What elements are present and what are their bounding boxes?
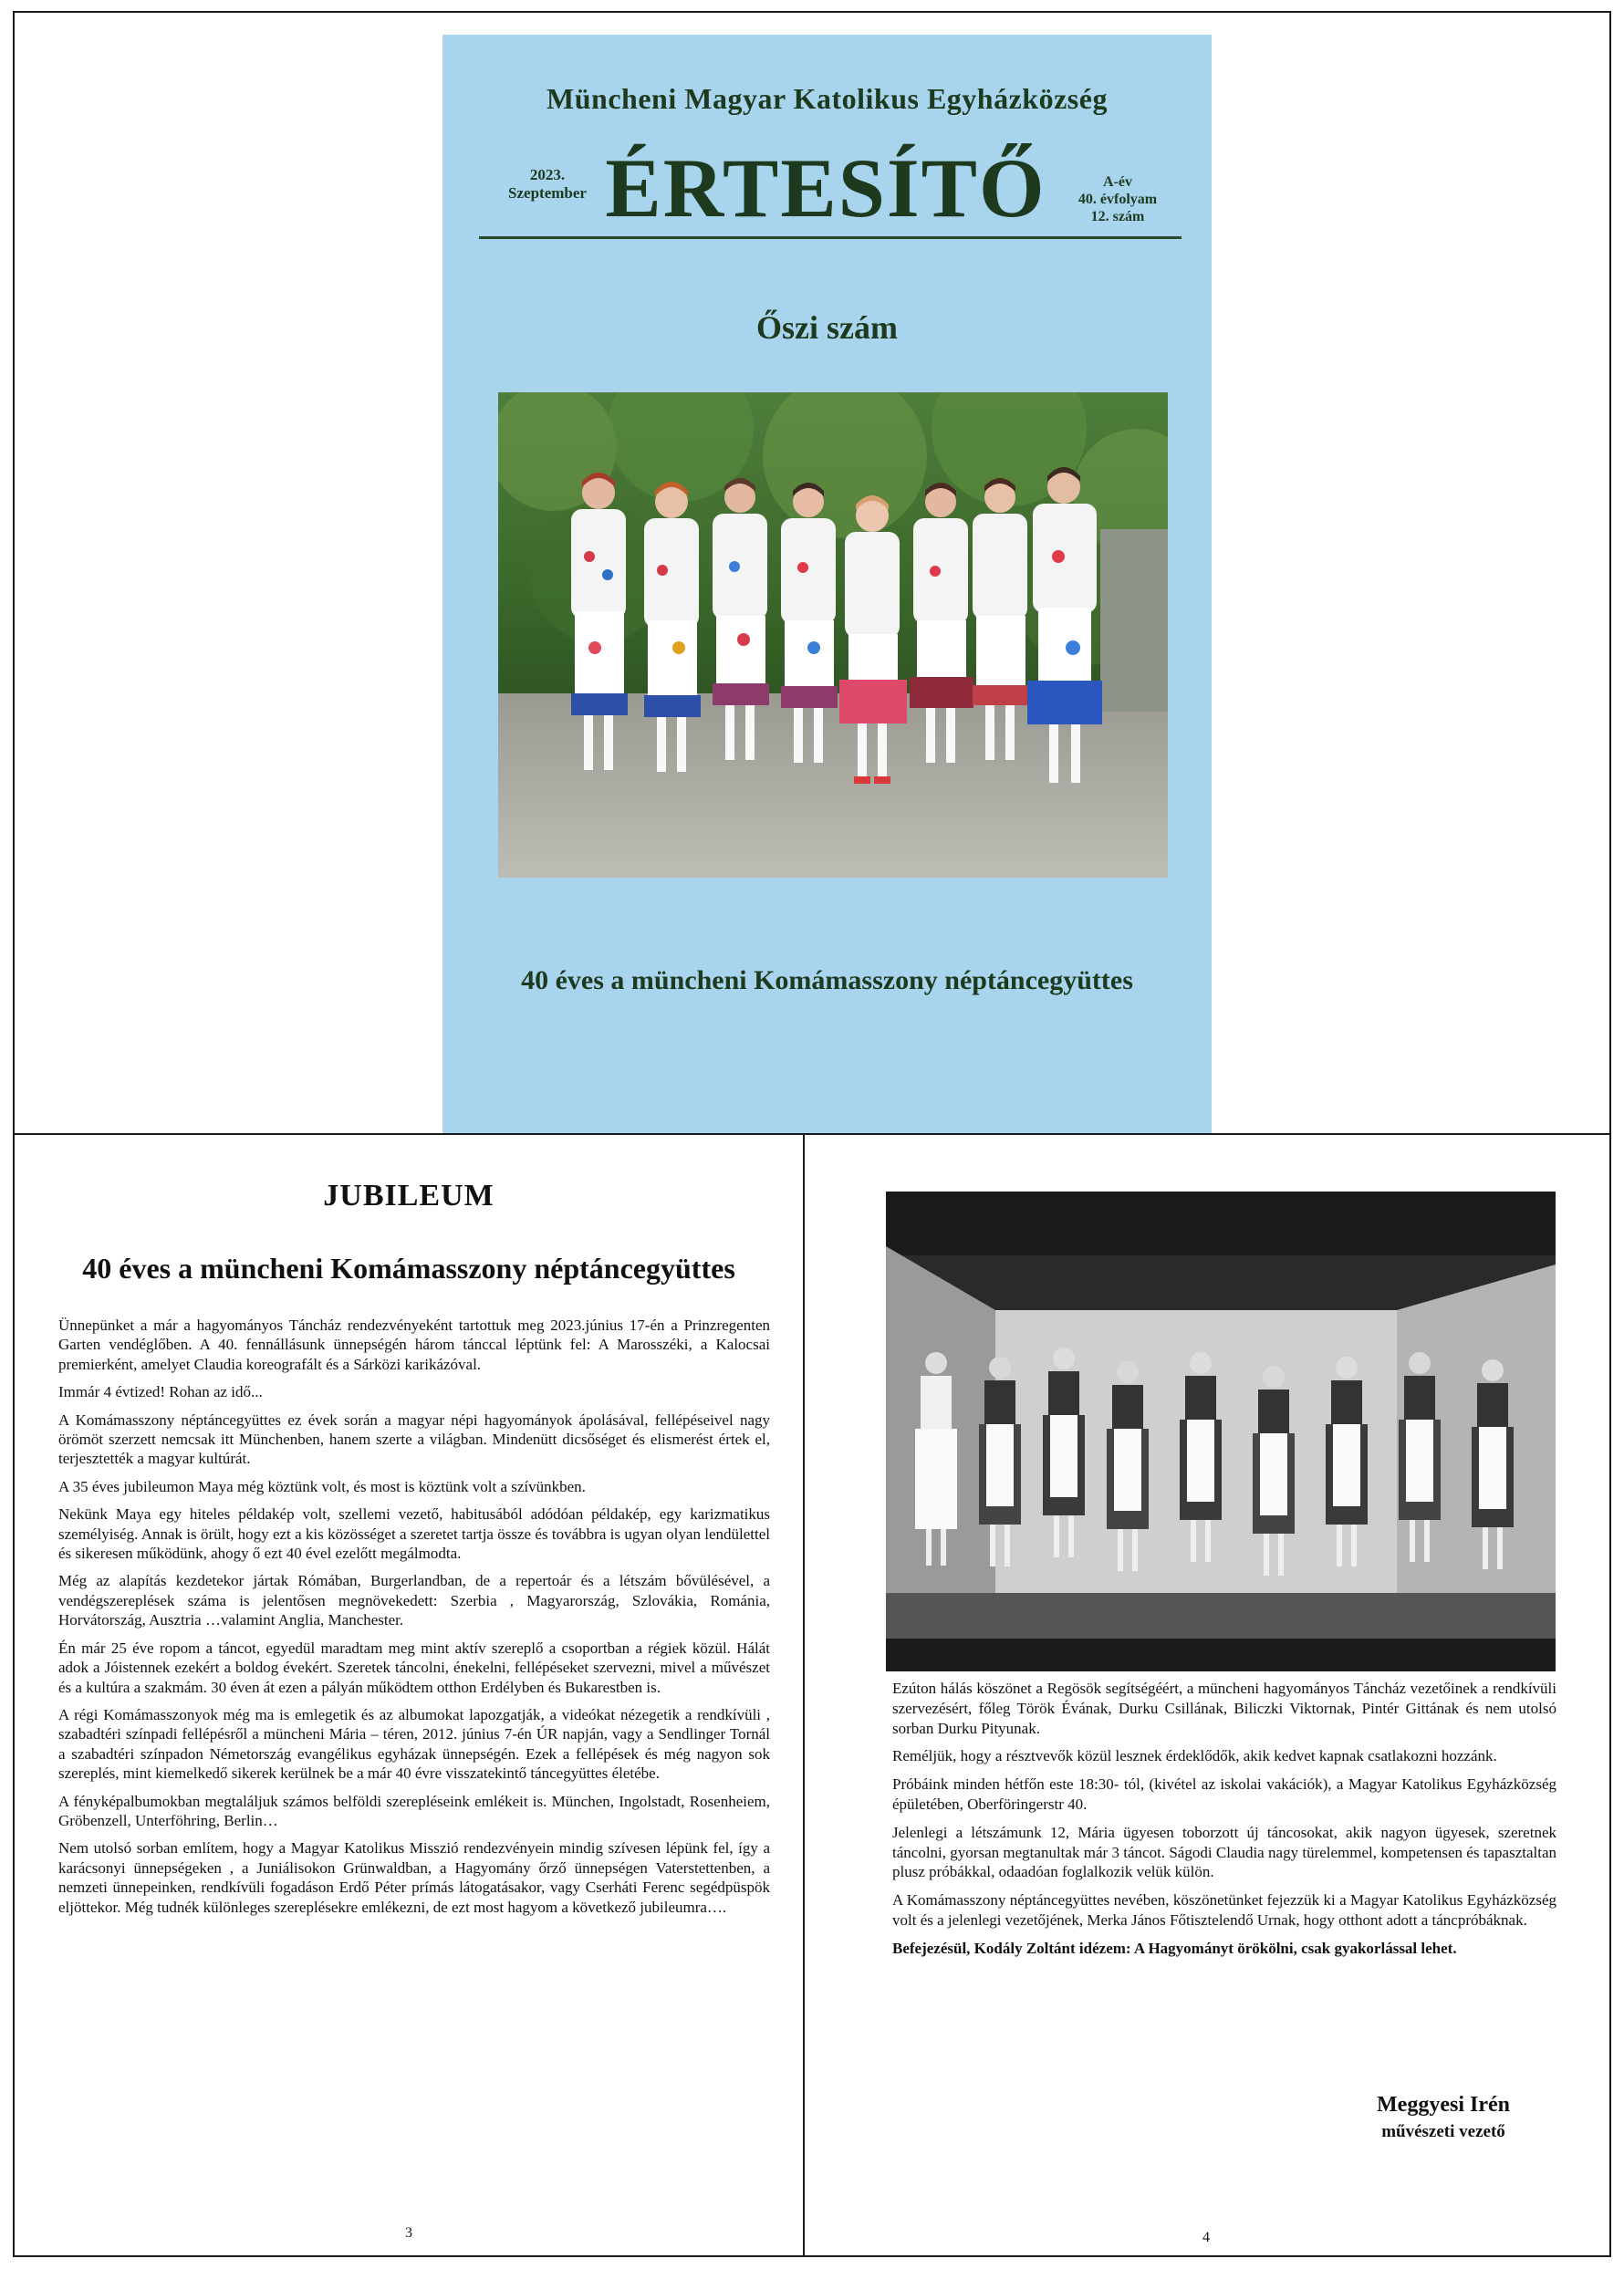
paragraph: Nem utolsó sorban említem, hogy a Magyar Katolikus Misszió rendezvényein mindig szívesen lépünk fel, így a karácsonyi ünnepségeken , a Juniálisokon Grünwaldban, a Hagyomány őrző ünnepségen Vaterstettenben, a nemzeti ünnepeinken, rendkívüli fogadáson Erdő Péter prímás látogatásakor, vagy Cserháti Ferenc segédpüspök eljöttekor. Még tudnék különleges szereplésekre emlékezni, de ezt most hagyom a következő jubileumra….	[58, 1839, 770, 1916]
article-page-3	[13, 1133, 805, 2257]
paragraph: A 35 éves jubileumon Maya még köztünk volt, és most is köztünk volt a szívünkben.	[58, 1477, 586, 1495]
article-body-continued	[892, 1679, 1556, 1967]
magazine-cover	[442, 35, 1212, 1133]
cover-date-month: Szeptember	[508, 184, 587, 202]
signature-role: művészeti vezető	[1381, 2122, 1505, 2141]
paragraph: Ünnepünket a már a hagyományos Táncház rendezvényeként tartottuk meg 2023.június 17-én a Prinzregenten Garten vendéglőben. A 40. fennállásunk ünnepségén három tánccal léptünk fel: A Marosszéki, a Kalocsai premierként, amelyet Claudia koreografált és a Sárközi karikázóval.	[58, 1317, 770, 1373]
paragraph: A fényképalbumokban megtaláljuk számos belföldi szerepléseink emlékeit is. München, Ingolstadt, Rosenheiem, Gröbenzell, Unterföhring, Berlin…	[58, 1792, 770, 1829]
section-heading: JUBILEUM	[323, 1179, 494, 1213]
paragraph: A Komámasszony néptáncegyüttes nevében, köszönetünket fejezzük ki a Magyar Katolikus Egyházközség volt és a jelenlegi vezetőjének, Merka János Főtisztelendő Urnak, hogy otthont adott a táncpróbáknak.	[892, 1891, 1556, 1929]
dance-group-photo	[498, 392, 1168, 878]
stage-performance-photo	[886, 1192, 1556, 1671]
article-body	[58, 1316, 770, 1925]
paragraph: Ezúton hálás köszönet a Regösök segítségéért, a müncheni hagyományos Táncház vezetőinek a rendkívüli szervezésért, főleg Török Évának, Durku Csillának, Biliczki Viktornak, Pintér Gittának és nem utolsó sorban Durku Pityunak.	[892, 1680, 1556, 1737]
cover-organization: Müncheni Magyar Katolikus Egyházközség	[547, 82, 1108, 115]
cover-issue: 12. szám	[1090, 209, 1145, 224]
cover-volume: 40. évfolyam	[1077, 192, 1158, 207]
closing-quote: Befejezésül, Kodály Zoltánt idézem: A Hagyományt örökölni, csak gyakorlással lehet.	[892, 1939, 1457, 1957]
cover-season: Őszi szám	[756, 309, 898, 346]
paragraph: Immár 4 évtized! Rohan az idő...	[58, 1383, 263, 1401]
cover-date-year: 2023.	[529, 166, 566, 183]
paragraph: Én már 25 éve ropom a táncot, egyedül maradtam meg mint aktív szereplő a csoportban a régiek közül. Hálát adok a Jóistennek ezekért a boldog évekért. Szeretek táncolni, énekelni, fellépéseket szervezni, mivel a művészet és a kultúra a szakmám. 30 éven át ezen a pályán működtem otthon Erdélyben és Bukarestben is.	[58, 1639, 770, 1696]
paragraph: Próbáink minden hétfőn este 18:30- tól, (kivétel az iskolai vakációk), a Magyar Katolikus Egyházközség épületében, Oberföringerstr 40.	[892, 1775, 1556, 1813]
paragraph: Még az alapítás kezdetekor jártak Rómában, Burgerlandban, de a repertoár és a létszám bővülésével, a vendégszereplések száma is jelentősen megnövekedett: Szerbia , Magyarország, Szlovákia, Románia, Horvátország, Ausztria …valamint Anglia, Manchester.	[58, 1572, 770, 1629]
article-headline: 40 éves a müncheni Komámasszony néptáncegyüttes	[82, 1252, 735, 1285]
signature-name: Meggyesi Irén	[1377, 2093, 1510, 2117]
page-number: 4	[1202, 2230, 1210, 2245]
cover-title: ÉRTESÍTŐ	[605, 141, 1046, 234]
cover-date	[493, 166, 602, 203]
cover-issue-info	[1063, 173, 1172, 225]
masthead-rule	[479, 236, 1182, 239]
cover-caption: 40 éves a müncheni Komámasszony néptáncegyüttes	[521, 965, 1133, 995]
paragraph: Reméljük, hogy a résztvevők közül lesznek érdeklődők, akik kedvet kapnak csatlakozni hozzánk.	[892, 1747, 1497, 1765]
page-number: 3	[405, 2225, 412, 2241]
cover-panel	[13, 11, 1611, 1135]
paragraph: Nekünk Maya egy hiteles példakép volt, szellemi vezető, habitusából adódóan példakép, egy karizmatikus személyiség. Annak is örült, hogy ezt a kis közösséget a szeretet tartja össze és továbbra is ugyan olyan lendülettel és sikeresen működünk, ahogy ő ezt 40 ével ezelőtt megálmodta.	[58, 1505, 770, 1563]
cover-cycle: A-év	[1103, 174, 1132, 190]
article-page-4	[803, 1133, 1611, 2257]
paragraph: Jelenlegi a létszámunk 12, Mária ügyesen toborzott új táncosokat, akik nagyon ügyesek, szeretnek táncolni, gyorsan megtanultak már 3 táncot. Ságodi Claudia nagy türelemmel, kompetensen és tapasztaltan plusz próbákkal, odaadóan foglalkozik velük külön.	[892, 1823, 1556, 1881]
paragraph: A régi Komámasszonyok még ma is emlegetik és az albumokat lapozgatják, a videókat nézegetik a rendkívüli , szabadtéri színpadi fellépésről a müncheni Mária – téren, 2012. június 7-én ÚR napján, vagy a Sendlinger Tornál a szabadtéri színpadon Németország evangélikus egyházak ünnepségén. Ezek a fellépések és még nagyon sok szereplés, mint kiemelkedő sikerek kerülnek be a már 40 évre visszatekintő táncegyüttes életébe.	[58, 1705, 770, 1783]
paragraph: A Komámasszony néptáncegyüttes ez évek során a magyar népi hagyományok ápolásával, fellépéseivel nagy örömöt szerzett nemcsak itt Münchenben, hanem szerte a világban. Mindenütt dicsőséget és elismerést értek el, terjesztették a magyar kultúrát.	[58, 1410, 770, 1468]
